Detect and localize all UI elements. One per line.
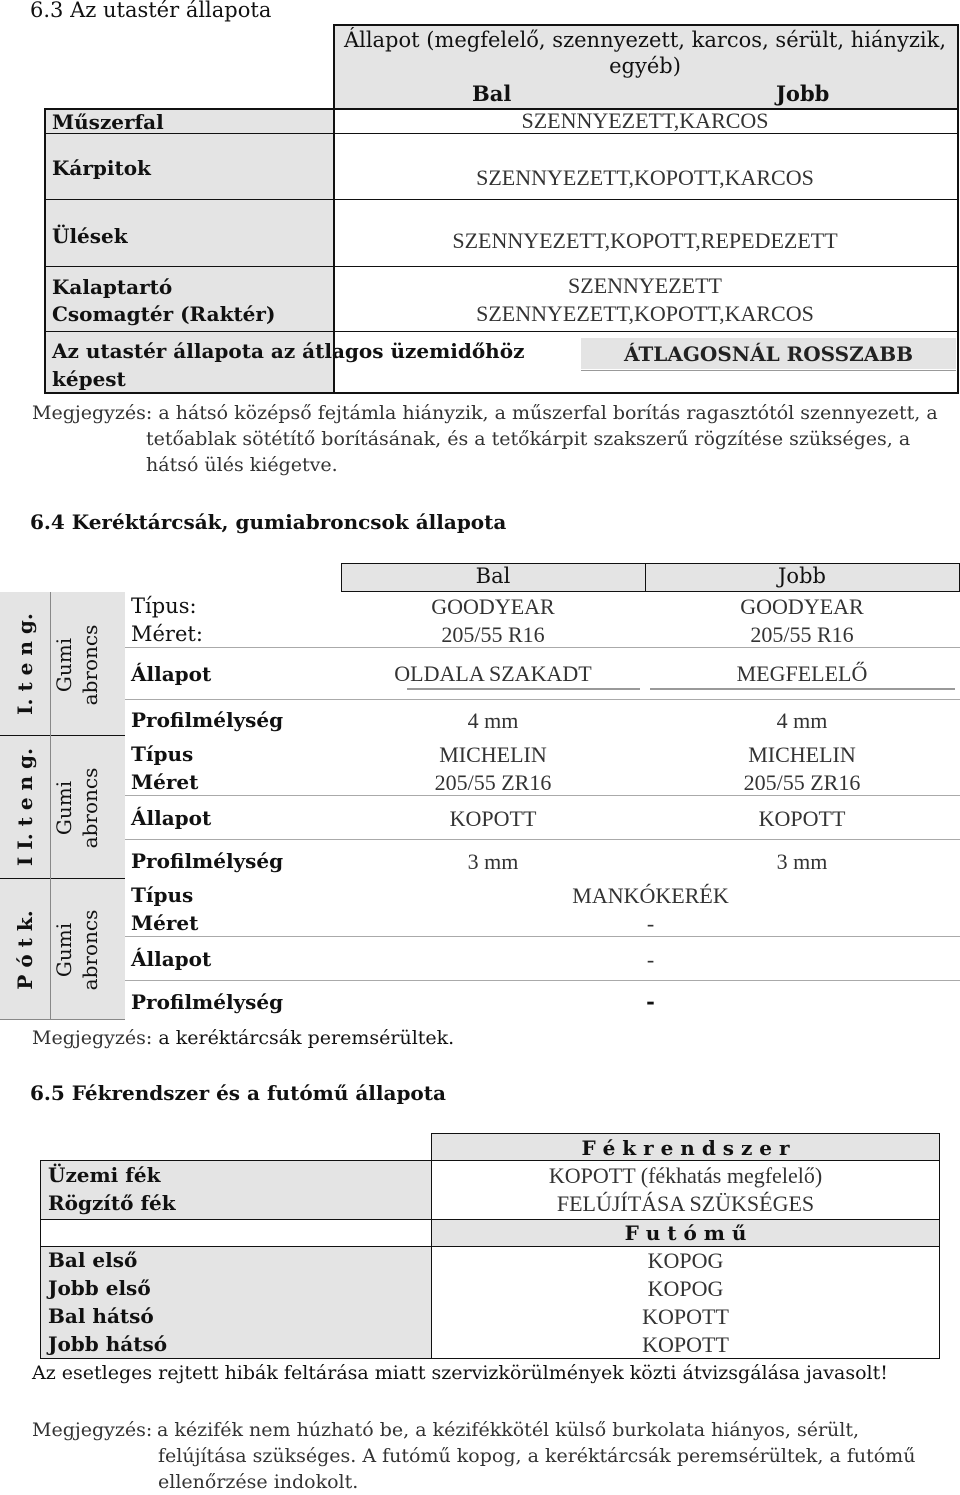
row-label-parcel-shelf: Kalaptartó	[52, 275, 173, 299]
axle1-size-right: 205/55 R16	[750, 622, 854, 647]
section-heading-6-4: 6.4 Keréktárcsák, gumiabroncsok állapota	[30, 510, 507, 534]
axle1-size-left: 205/55 R16	[441, 622, 545, 647]
axle1-type-left: GOODYEAR	[431, 594, 555, 619]
row-label-trunk: Csomagtér (Raktér)	[52, 302, 276, 326]
interior-note: Megjegyzés: a hátsó középső fejtámla hiányzik, a műszerfal borítás ragasztótól szennyezett, a tetőablak sötétítő borításának, és a tetőkárpit szakszerű rögzítése szükséges, a hátsó ülés kiégetve.	[32, 402, 938, 476]
tire-label-3: Gumi abroncs	[52, 909, 102, 991]
spare-type-value: MANKÓKERÉK	[572, 883, 729, 908]
axle2-type-left: MICHELIN	[439, 742, 547, 767]
interior-state-header: Állapot (megfelelő, szennyezett, karcos, sérült, hiányzik, egyéb)	[343, 28, 947, 78]
axle2-state-left: KOPOTT	[449, 806, 537, 831]
tire-label-2: Gumi abroncs	[52, 767, 102, 849]
axle1-label: I. t e n g.	[13, 613, 37, 715]
chassis-value-front-right: KOPOG	[647, 1276, 724, 1301]
chassis-header: F u t ó m ű	[624, 1221, 747, 1245]
section-heading-6-5: 6.5 Fékrendszer és a futómű állapota	[30, 1081, 446, 1105]
axle2-depth-left: 3 mm	[467, 849, 519, 874]
axle2-size-left: 205/55 ZR16	[434, 770, 552, 795]
tire-label-1: Gumi abroncs	[52, 624, 102, 706]
spare-label: P ó t k.	[13, 910, 37, 990]
brake-header: F é k r e n d s z e r	[581, 1136, 790, 1160]
interior-col-right: Jobb	[776, 81, 830, 106]
spare-state-label: Állapot	[131, 947, 212, 971]
row-label-dashboard: Műszerfal	[52, 110, 164, 134]
spare-state-value: -	[646, 947, 655, 972]
chassis-label-front-left: Bal első	[48, 1248, 138, 1272]
chassis-value-rear-right: KOPOTT	[642, 1332, 729, 1357]
spare-depth-value: -	[646, 989, 655, 1014]
chassis-value-rear-left: KOPOTT	[642, 1304, 729, 1329]
axle1-depth-left: 4 mm	[467, 708, 519, 733]
chassis-label-front-right: Jobb első	[48, 1276, 151, 1300]
axle1-state-label: Állapot	[131, 662, 212, 686]
row-value-upholstery: SZENNYEZETT,KOPOTT,KARCOS	[476, 165, 814, 190]
axle1-state-right: MEGFELELŐ	[736, 661, 868, 686]
spare-type-label: Típus	[131, 883, 194, 907]
axle2-label: I I. t e n g.	[13, 748, 37, 866]
tires-col-left: Bal	[475, 564, 511, 588]
axle2-size-label: Méret	[131, 770, 199, 794]
axle2-size-right: 205/55 ZR16	[743, 770, 861, 795]
spare-size-value: -	[646, 911, 655, 936]
brake-value-parking: FELÚJÍTÁSA SZÜKSÉGES	[556, 1191, 815, 1216]
spare-size-label: Méret	[131, 911, 199, 935]
row-value-trunk: SZENNYEZETT,KOPOTT,KARCOS	[476, 301, 814, 326]
axle1-depth-right: 4 mm	[776, 708, 828, 733]
axle1-size-label: Méret:	[131, 622, 203, 646]
chassis-label-rear-right: Jobb hátsó	[48, 1332, 168, 1356]
axle1-state-left: OLDALA SZAKADT	[394, 661, 592, 686]
axle2-state-right: KOPOTT	[758, 806, 846, 831]
row-value-dashboard: SZENNYEZETT,KARCOS	[521, 108, 769, 133]
spare-depth-label: Profilmélység	[131, 990, 284, 1014]
axle2-depth-label: Profilmélység	[131, 849, 284, 873]
row-label-seats: Ülések	[52, 224, 128, 248]
row-value-seats: SZENNYEZETT,KOPOTT,REPEDEZETT	[452, 228, 838, 253]
axle2-type-right: MICHELIN	[748, 742, 856, 767]
row-label-upholstery: Kárpitok	[52, 156, 151, 180]
brake-label-service: Üzemi fék	[48, 1163, 161, 1187]
row-value-parcel-shelf: SZENNYEZETT	[568, 273, 722, 298]
brake-note: Megjegyzés: a kézifék nem húzható be, a kézifékkötél külső burkolata hiányos, sérült, felújítása szükséges. A futómű kopog, a keréktárcsák peremsérültek, a futómű ellenőrzése indokolt.	[32, 1419, 916, 1493]
interior-col-left: Bal	[472, 81, 512, 106]
inspection-advice: Az esetleges rejtett hibák feltárása miatt szervizkörülmények közti átvizsgálása javasolt!	[32, 1362, 888, 1384]
axle1-type-label: Típus:	[131, 594, 197, 618]
row-label-average: Az utastér állapota az átlagos üzemidőhöz képest	[52, 339, 525, 391]
row-value-average: ÁTLAGOSNÁL ROSSZABB	[623, 342, 914, 366]
chassis-value-front-left: KOPOG	[647, 1248, 724, 1273]
axle2-depth-right: 3 mm	[776, 849, 828, 874]
axle2-state-label: Állapot	[131, 806, 212, 830]
section-heading-6-3: 6.3 Az utastér állapota	[30, 0, 272, 22]
tires-col-right: Jobb	[778, 564, 826, 588]
chassis-label-rear-left: Bal hátsó	[48, 1304, 154, 1328]
axle1-type-right: GOODYEAR	[740, 594, 864, 619]
tires-note: Megjegyzés: a keréktárcsák peremsérültek.	[32, 1027, 455, 1049]
axle2-type-label: Típus	[131, 742, 194, 766]
brake-value-service: KOPOTT (fékhatás megfelelő)	[548, 1163, 823, 1188]
brake-label-parking: Rögzítő fék	[48, 1191, 176, 1215]
axle1-depth-label: Profilmélység	[131, 708, 284, 732]
